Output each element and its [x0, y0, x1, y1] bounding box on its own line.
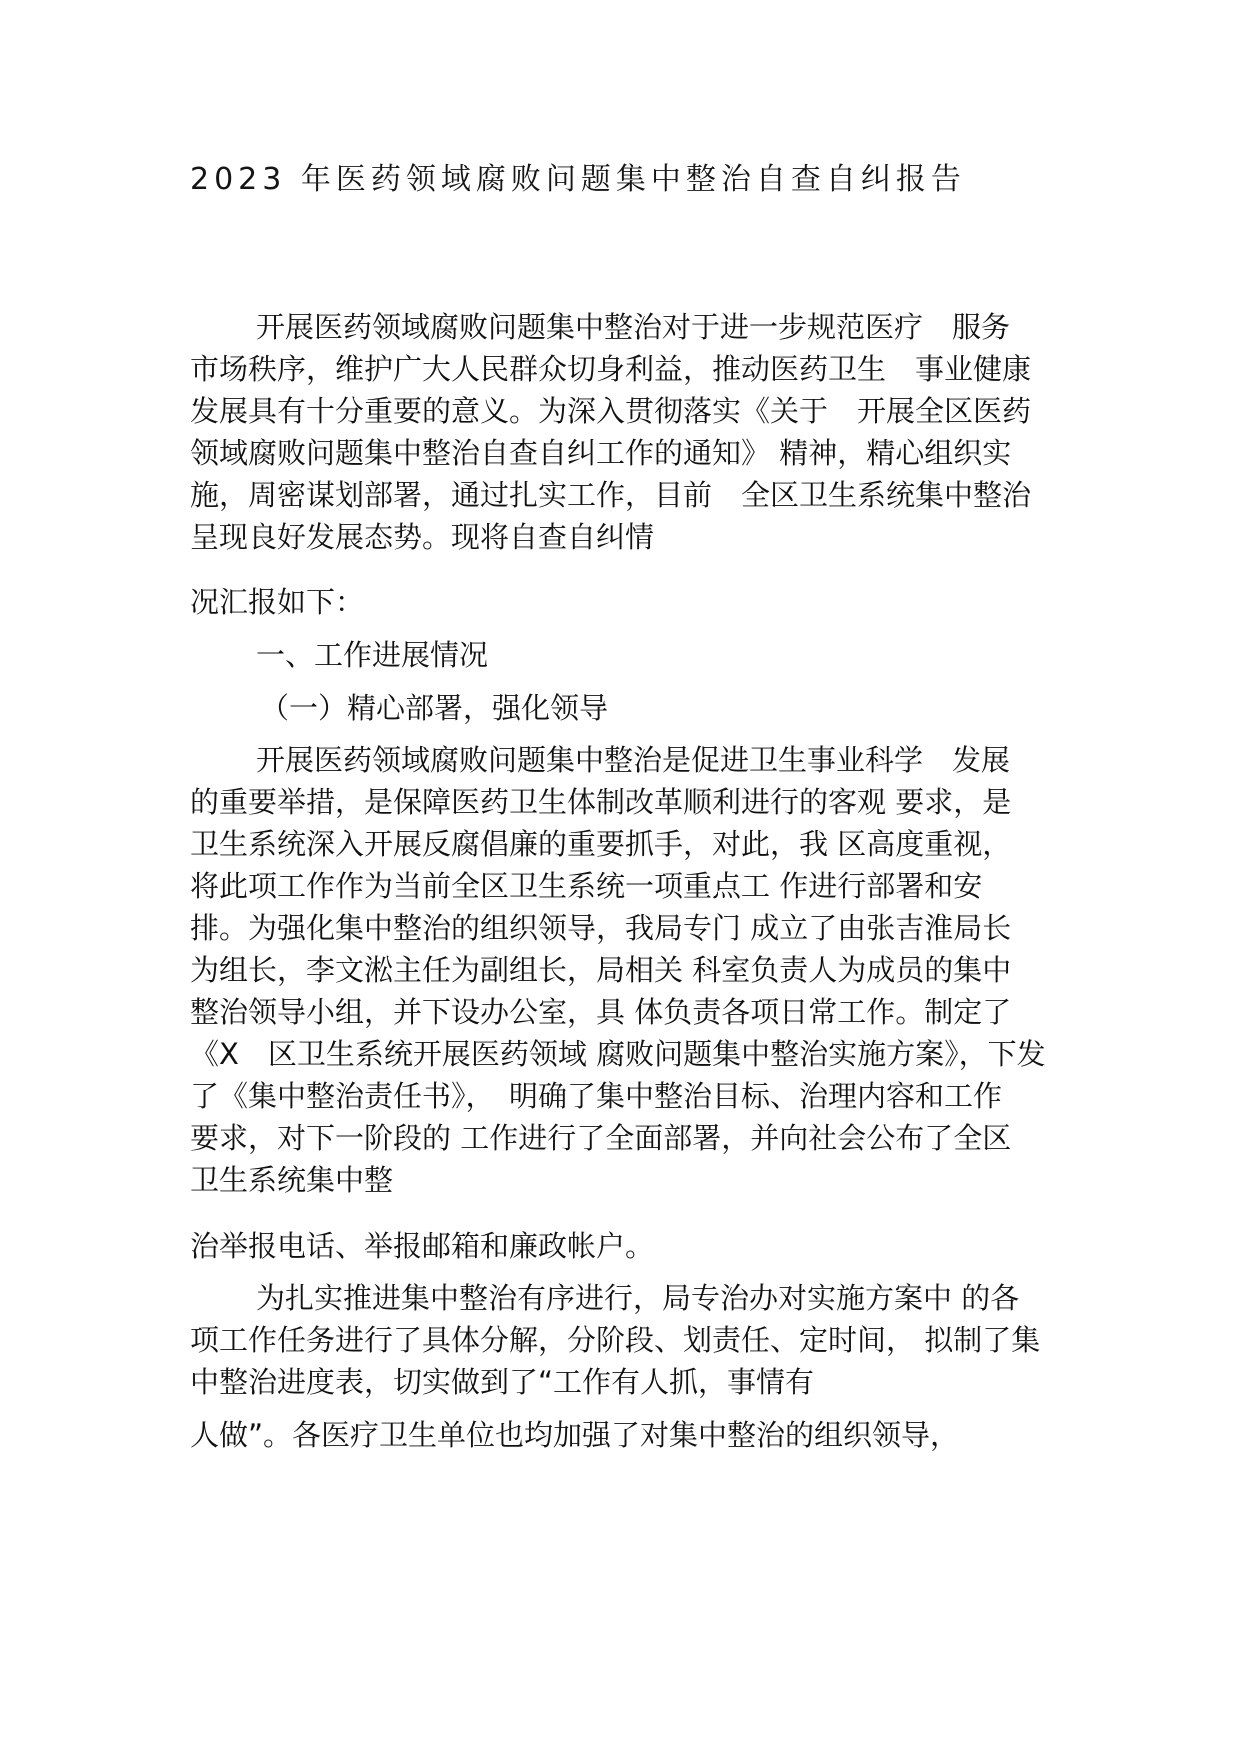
paragraph-intro	[190, 306, 1031, 558]
paragraph-line: 将此项工作作为当前全区卫生系统一项重点工 作进行部署和安	[190, 869, 983, 903]
subsection-heading	[190, 687, 608, 729]
paragraph-line: 治举报电话、举报邮箱和廉政帐户。	[190, 1229, 655, 1263]
paragraph-line: 为扎实推进集中整治有序进行，局专治办对实施方案中 的各	[256, 1281, 1020, 1315]
subsection-heading-text: （一）精心部署，强化领导	[260, 691, 609, 725]
paragraph-line: 况汇报如下：	[190, 585, 365, 619]
paragraph-line: 整治领导小组，并下设办公室，具 体负责各项日常工作。制定了	[190, 995, 1012, 1029]
paragraph-line: 排。为强化集中整治的组织领导，我局专门 成立了由张吉淮局长	[190, 911, 1012, 945]
paragraph-line: 开展医药领域腐败问题集中整治对于进一步规范医疗 服务	[256, 310, 1011, 344]
paragraph-deployment-tail	[190, 1225, 654, 1267]
paragraph-line: 为组长，李文淞主任为副组长，局相关 科室负责人为成员的集中	[190, 953, 1012, 987]
paragraph-line: 市场秩序，维护广大人民群众切身利益，推动医药卫生 事业健康	[190, 352, 1032, 386]
section-heading-text: 一、工作进展情况	[256, 638, 489, 672]
paragraph-deployment	[190, 739, 1046, 1201]
paragraph-line: 施，周密谋划部署，通过扎实工作，目前 全区卫生系统集中整治	[190, 478, 1032, 512]
paragraph-line: 项工作任务进行了具体分解，分阶段、划责任、定时间， 拟制了集	[190, 1323, 1041, 1357]
paragraph-line: 卫生系统深入开展反腐倡廉的重要抓手，对此，我 区高度重视，	[190, 827, 1012, 861]
section-heading	[190, 634, 488, 676]
paragraph-line: 了《集中整治责任书》， 明确了集中整治目标、治理内容和工作	[190, 1079, 1003, 1113]
paragraph-line: 的重要举措，是保障医药卫生体制改革顺利进行的客观 要求，是	[190, 785, 1012, 819]
paragraph-line: 要求，对下一阶段的 工作进行了全面部署，并向社会公布了全区	[190, 1121, 1012, 1155]
paragraph-line: 卫生系统集中整	[190, 1163, 394, 1197]
paragraph-line: 《X 区卫生系统开展医药领域 腐败问题集中整治实施方案》，下发	[190, 1037, 1046, 1071]
paragraph-line: 呈现良好发展态势。现将自查自纠情	[190, 520, 655, 554]
paragraph-line: 开展医药领域腐败问题集中整治是促进卫生事业科学 发展	[256, 743, 1011, 777]
paragraph-progress	[190, 1277, 1040, 1403]
paragraph-line: 领域腐败问题集中整治自查自纠工作的通知》 精神，精心组织实	[190, 436, 1012, 470]
paragraph-line: 发展具有十分重要的意义。为深入贯彻落实《关于 开展全区医药	[190, 394, 1032, 428]
paragraph-line: 中整治进度表，切实做到了“工作有人抓，事情有	[190, 1365, 815, 1399]
document-title: 2023 年医药领域腐败问题集中整治自查自纠报告	[190, 162, 966, 197]
paragraph-progress-tail	[190, 1414, 959, 1456]
paragraph-intro-tail	[190, 581, 364, 623]
paragraph-line: 人做”。各医疗卫生单位也均加强了对集中整治的组织领导，	[190, 1418, 960, 1452]
